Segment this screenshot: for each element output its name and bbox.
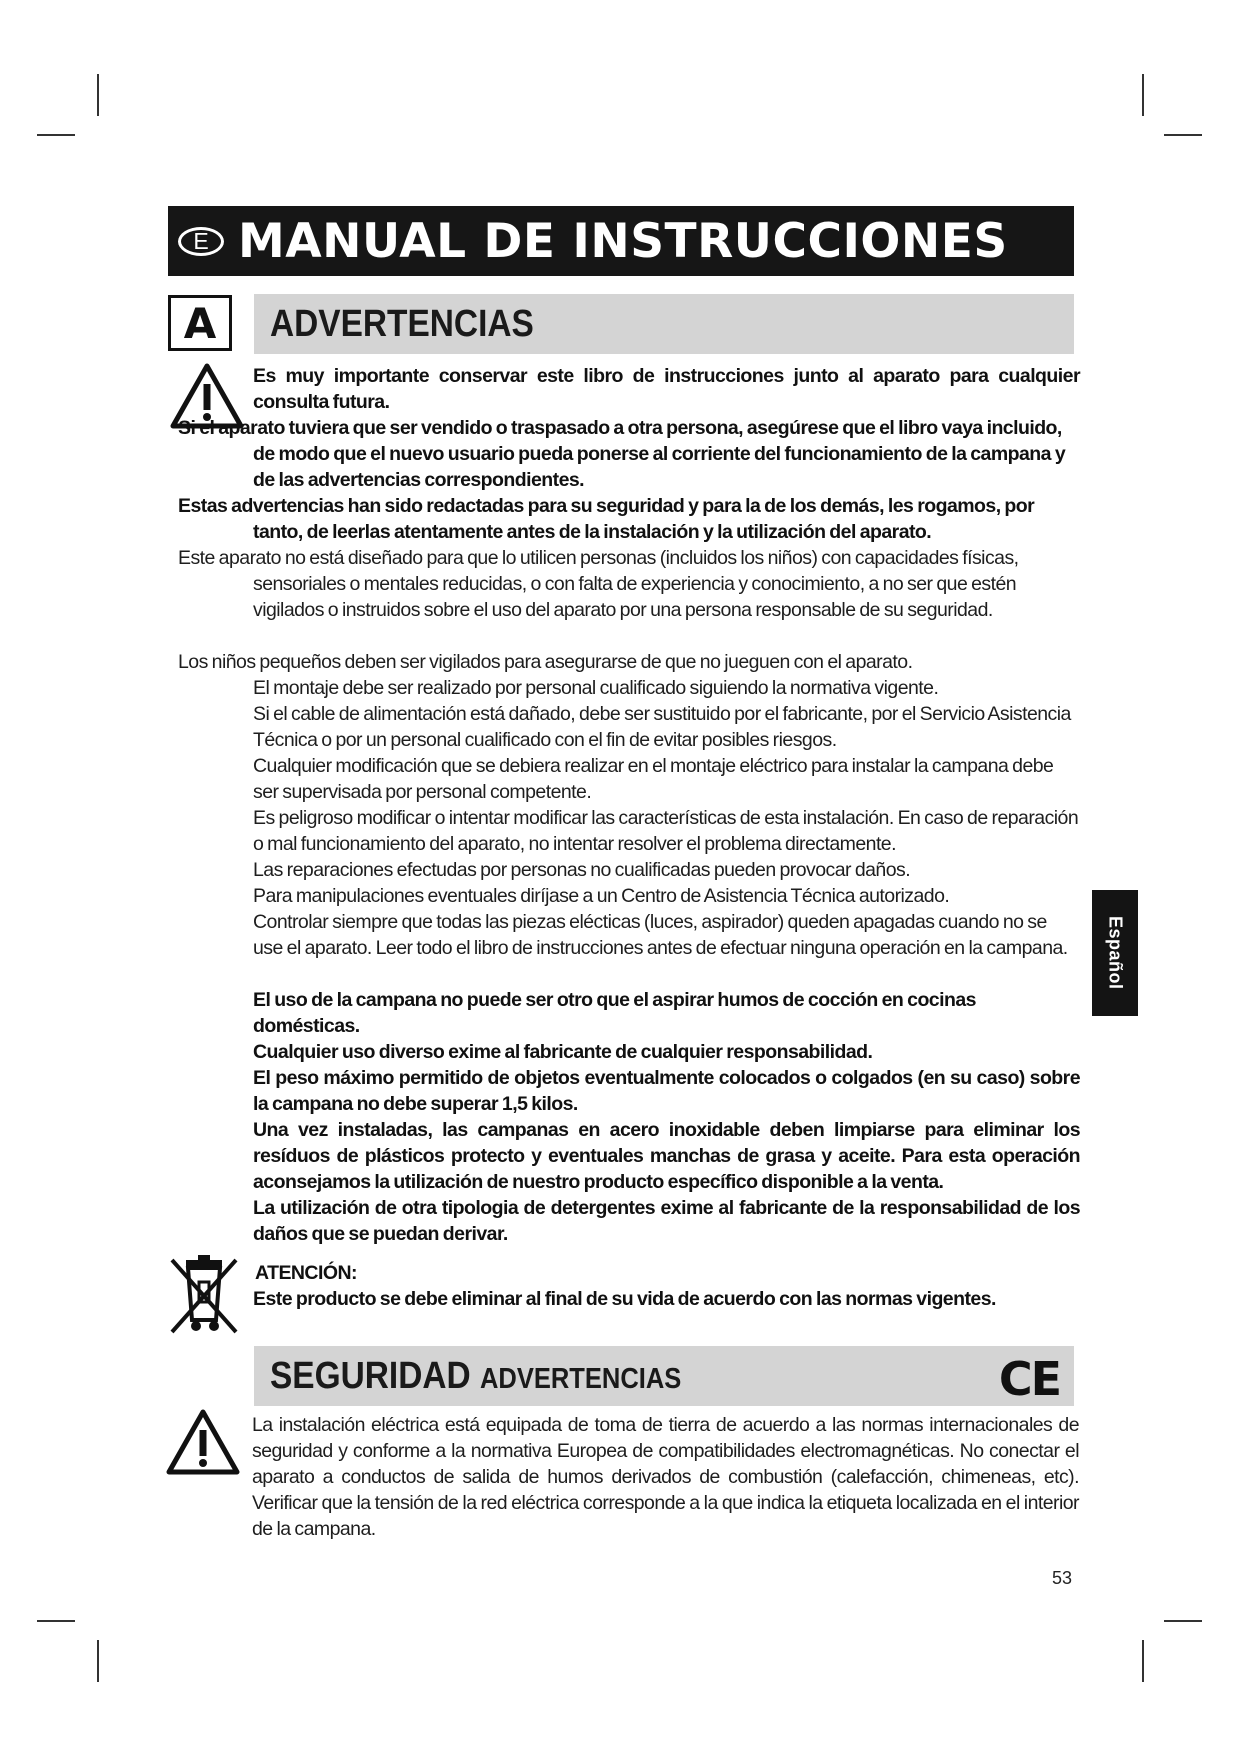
crop-mark [37,134,75,136]
crossed-bin-icon [166,1254,242,1336]
paragraph: Controlar siempre que todas las piezas elécticas (luces, aspirador) queden apagadas cuando no se use el aparato. Leer todo el libro de instrucciones antes de efectuar ninguna operación en la campana. [253,911,1068,959]
ce-mark-icon: CE [998,1352,1060,1406]
paragraph: El uso de la campana no puede ser otro que el aspirar humos de cocción en cocinas domésticas. [253,989,976,1037]
paragraph: Los niños pequeños deben ser vigilados para asegurarse de que no jueguen con el aparato. [178,651,913,673]
paragraph: La utilización de otra tipologia de detergentes exime al fabricante de la responsabilidad de los daños que se puedan derivar. [253,1197,1080,1245]
attention-text: Este producto se debe eliminar al final de su vida de acuerdo con las normas vigentes. [253,1288,996,1310]
manual-title: MANUAL DE INSTRUCCIONES [238,213,1008,269]
paragraph: El peso máximo permitido de objetos eventualmente colocados o colgados (en su caso) sobre la campana no debe superar 1,5 kilos. [253,1067,1080,1115]
paragraph: Es peligroso modificar o intentar modificar las características de esta instalación. En caso de reparación o mal funcionamiento del aparato, no intentar resolver el problema directamente. [253,807,1079,855]
crop-mark [97,74,99,116]
paragraph: El montaje debe ser realizado por personal cualificado siguiendo la normativa vigente. [253,677,939,699]
crop-mark [97,1640,99,1682]
crop-mark [1164,1620,1202,1622]
crop-mark [1142,74,1144,116]
paragraph: Este aparato no está diseñado para que lo utilicen personas (incluidos los niños) con capacidades físicas, sensoriales o mentales reducidas, o con falta de experiencia y conocimiento, a no ser que estén vigilados o instruidos sobre el uso del aparato por una persona responsable de su seguridad. [178,547,1019,621]
paragraph: Cualquier uso diverso exime al fabricante de cualquier responsabilidad. [253,1041,873,1063]
attention-label: ATENCIÓN: [255,1262,357,1284]
section-header-advertencias [254,294,1074,354]
paragraph: Para manipulaciones eventuales diríjase a un Centro de Asistencia Técnica autorizado. [253,885,950,907]
language-side-tab [1092,890,1138,1016]
paragraph: Cualquier modificación que se debiera realizar en el montaje eléctrico para instalar la campana debe ser supervisada por personal competente. [253,755,1054,803]
section-title-sub: ADVERTENCIAS [479,1362,682,1395]
section-header-seguridad [254,1346,1074,1406]
language-side-tab-label: Español [1105,916,1126,990]
manual-title-bar [168,206,1074,276]
section-badge: A [168,295,232,351]
paragraph: Las reparaciones efectudas por personas no cualificadas pueden provocar daños. [253,859,911,881]
crop-mark [37,1620,75,1622]
section-title [270,1355,681,1398]
section-title: ADVERTENCIAS [270,302,534,345]
paragraph: Una vez instaladas, las campanas en acero inoxidable deben limpiarse para eliminar los resíduos de plásticos protecto y eventuales manchas de grasa y aceite. Para esta operación aconsejamos la utilización de nuestro producto específico disponible a la venta. [253,1119,1080,1193]
page-number: 53 [1052,1568,1073,1588]
paragraph: Es muy importante conservar este libro de instrucciones junto al aparato para cualquier consulta futura. [253,365,1080,413]
crop-mark [1142,1640,1144,1682]
section-title-main: SEGURIDAD [270,1354,471,1397]
crop-mark [1164,134,1202,136]
language-circle-icon [178,227,224,256]
paragraph: Si el aparato tuviera que ser vendido o traspasado a otra persona, asegúrese que el libro vaya incluido, de modo que el nuevo usuario pueda ponerse al corriente del funcionamiento de la campana y de las advertencias correspondientes. [178,417,1066,491]
language-letter: E [193,227,209,254]
security-paragraph: La instalación eléctrica está equipada de toma de tierra de acuerdo a las normas internacionales de seguridad y conforme a la normativa Europea de compatibilidades electromagnéticas. No conectar el aparato a conductos de salida de humos derivados de combustión (calefacción, chimeneas, etc). Verificar que la tensión de la red eléctrica corresponde a la que indica la etiqueta localizada en el interior de la campana. [252,1414,1079,1540]
paragraph: Estas advertencias han sido redactadas para su seguridad y para la de los demás, les rogamos, por tanto, de leerlas atentamente antes de la instalación y la utilización del aparato. [178,495,1035,543]
paragraph: Si el cable de alimentación está dañado, debe ser sustituido por el fabricante, por el Servicio Asistencia Técnica o por un personal cualificado con el fin de evitar posibles riesgos. [253,703,1071,751]
warning-triangle-icon [166,1408,240,1476]
